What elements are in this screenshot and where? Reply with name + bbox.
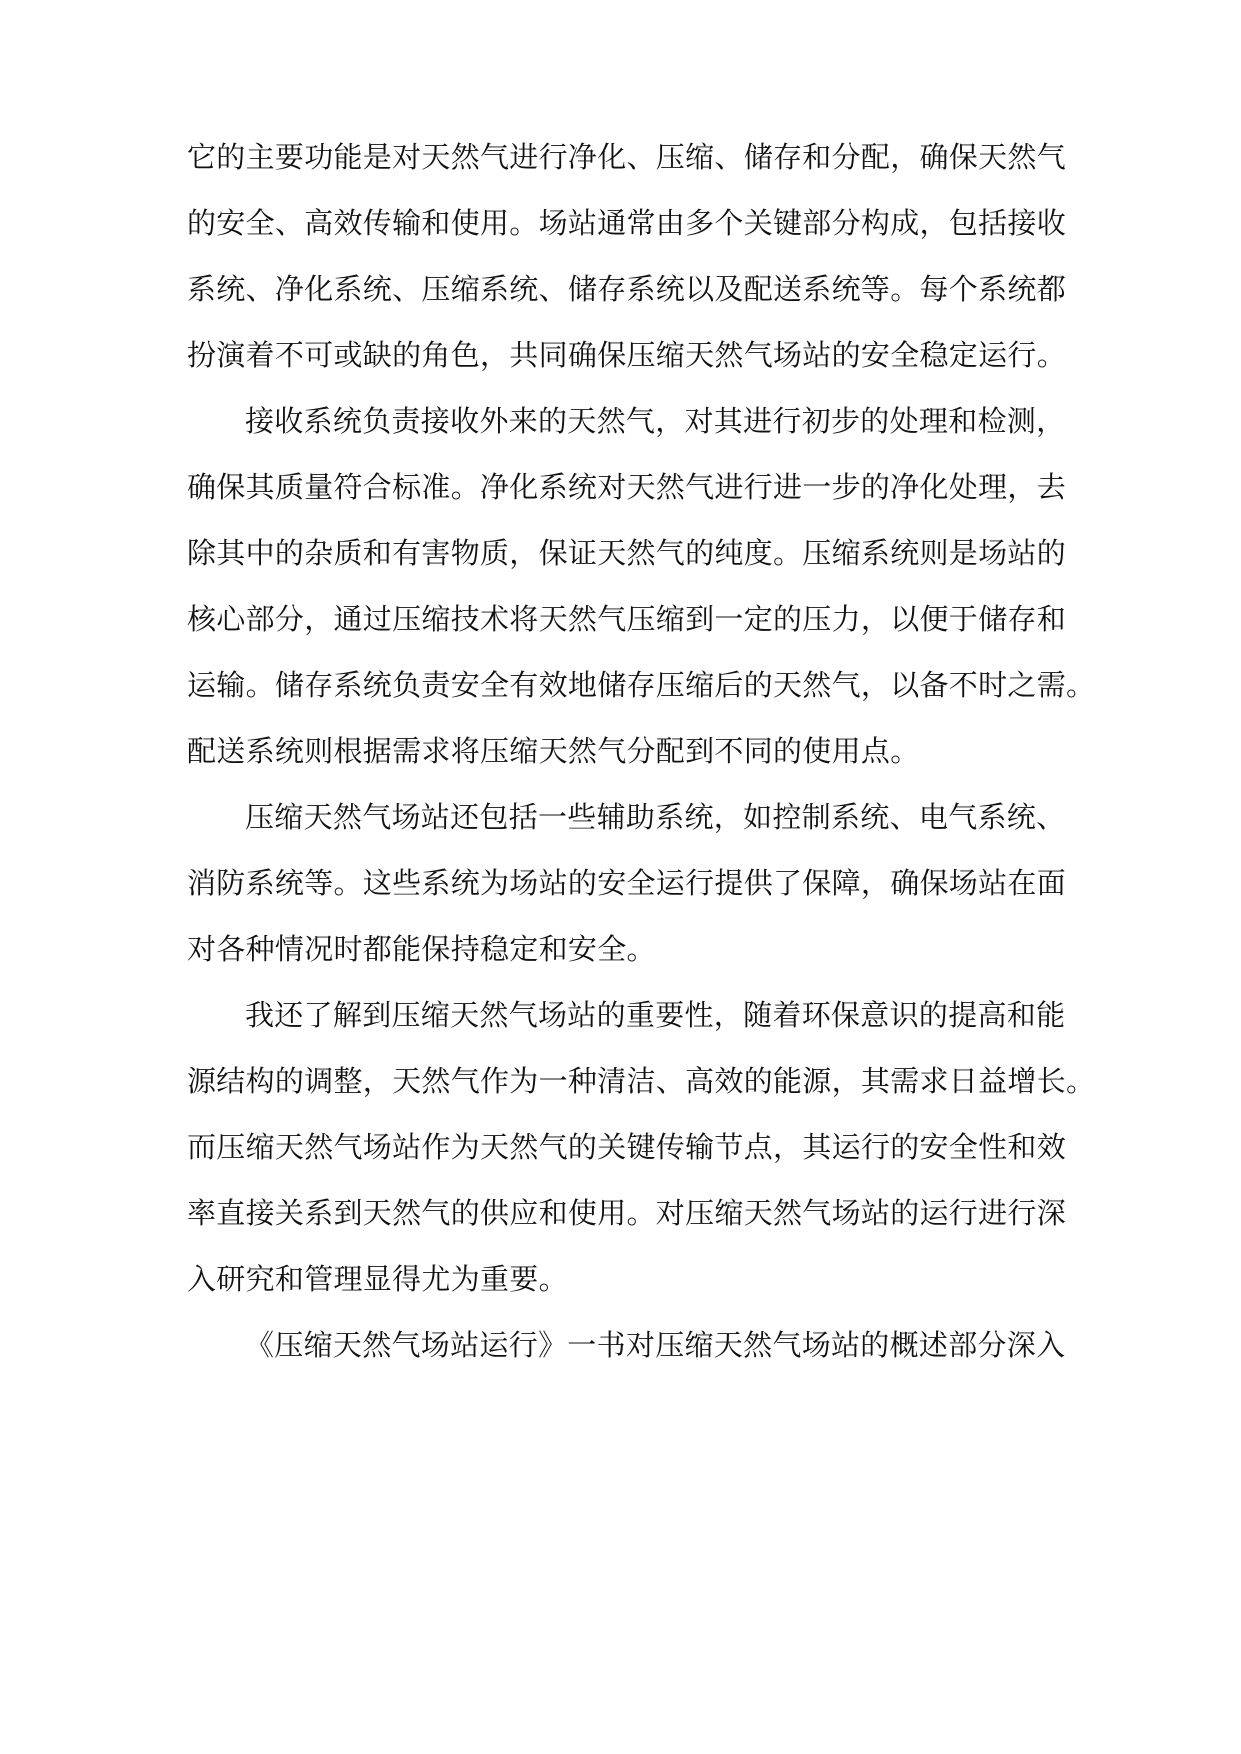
text-line: 它的主要功能是对天然气进行净化、压缩、储存和分配，确保天然气 [187, 140, 1067, 174]
text-line: 率直接关系到天然气的供应和使用。对压缩天然气场站的运行进行深 [187, 1196, 1067, 1230]
text-line: 对各种情况时都能保持稳定和安全。 [187, 932, 656, 966]
paragraph-first-line: 《压缩天然气场站运行》一书对压缩天然气场站的概述部分深入 [245, 1328, 1066, 1362]
text-line: 核心部分，通过压缩技术将天然气压缩到一定的压力，以便于储存和 [187, 602, 1067, 636]
text-line: 的安全、高效传输和使用。场站通常由多个关键部分构成，包括接收 [187, 206, 1067, 240]
text-line: 运输。储存系统负责安全有效地储存压缩后的天然气，以备不时之需。 [187, 668, 1096, 702]
text-line: 配送系统则根据需求将压缩天然气分配到不同的使用点。 [187, 734, 920, 768]
text-line: 扮演着不可或缺的角色，共同确保压缩天然气场站的安全稳定运行。 [187, 338, 1067, 372]
text-line: 消防系统等。这些系统为场站的安全运行提供了保障，确保场站在面 [187, 866, 1067, 900]
text-line: 系统、净化系统、压缩系统、储存系统以及配送系统等。每个系统都 [187, 272, 1067, 306]
text-line: 除其中的杂质和有害物质，保证天然气的纯度。压缩系统则是场站的 [187, 536, 1067, 570]
paragraph-first-line: 压缩天然气场站还包括一些辅助系统，如控制系统、电气系统、 [245, 800, 1066, 834]
paragraph-first-line: 我还了解到压缩天然气场站的重要性，随着环保意识的提高和能 [245, 998, 1066, 1032]
text-line: 而压缩天然气场站作为天然气的关键传输节点，其运行的安全性和效 [187, 1130, 1067, 1164]
text-line: 确保其质量符合标准。净化系统对天然气进行进一步的净化处理，去 [187, 470, 1067, 504]
text-line: 源结构的调整，天然气作为一种清洁、高效的能源，其需求日益增长。 [187, 1064, 1096, 1098]
paragraph-first-line: 接收系统负责接收外来的天然气，对其进行初步的处理和检测， [245, 404, 1066, 438]
text-line: 入研究和管理显得尤为重要。 [187, 1262, 568, 1296]
